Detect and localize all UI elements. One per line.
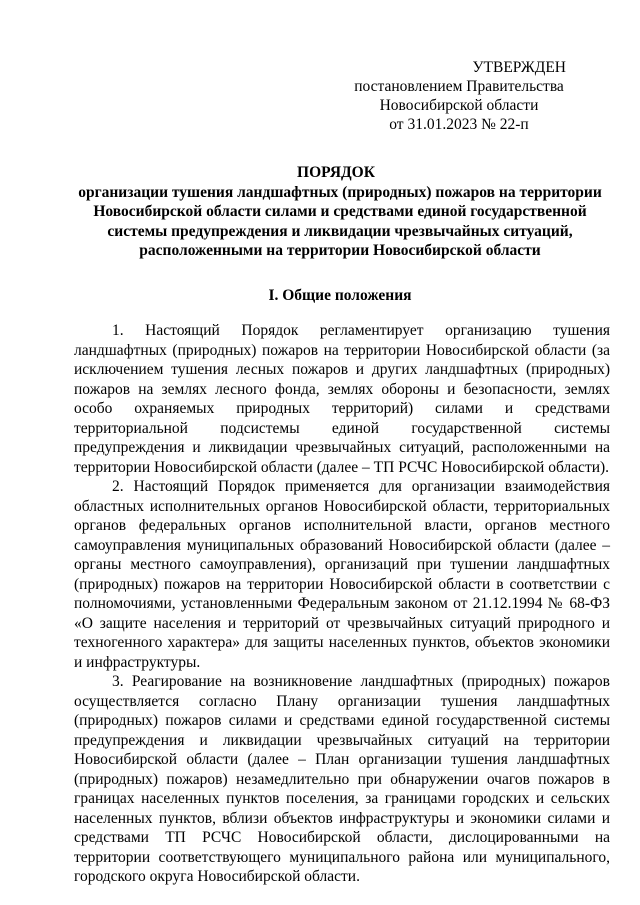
title-main: ПОРЯДОК [297, 164, 375, 181]
section-heading: I. Общие положения [268, 287, 412, 304]
approval-stamp [334, 58, 584, 134]
approval-line-resolution: постановлением Правительства [354, 78, 564, 95]
title-subtitle: организации тушения ландшафтных (природных) пожаров на территории Новосибирской области силами и средствами единой государственной системы предупреждения и ликвидации чрезвычайных ситуаций, расположенными на территории Новосибирской области [78, 183, 602, 259]
approval-line-region: Новосибирской области [379, 97, 539, 114]
document-body [74, 321, 610, 887]
approval-heading: УТВЕРЖДЕН [472, 59, 566, 76]
paragraph-1: 1. Настоящий Порядок регламентирует организацию тушения ландшафтных (природных) пожаров на территории Новосибирской области (за исключением тушения лесных пожаров и других ландшафтных (природных) пожаров на землях лесного фонда, землях обороны и безопасности, землях особо охраняемых природных территорий) силами и средствами территориальной подсистемы единой государственной системы предупреждения и ликвидации чрезвычайных ситуаций, расположенными на территории Новосибирской области (далее – ТП РСЧС Новосибирской области). [74, 322, 610, 476]
paragraph-3: 3. Реагирование на возникновение ландшафтных (природных) пожаров осуществляется согласно Плану организации тушения ландшафтных (природных) пожаров силами и средствами единой государственной системы предупреждения и ликвидации чрезвычайных ситуаций на территории Новосибирской области (далее – План организации тушения ландшафтных (природных) пожаров) незамедлительно при обнаружении очагов пожаров в границах населенных пунктов поселения, за границами городских и сельских населенных пунктов, вблизи объектов инфраструктуры и экономики силами и средствами ТП РСЧС Новосибирской области, дислоцированными на территории соответствующего муниципального района или муниципального, городского округа Новосибирской области. [74, 673, 610, 885]
approval-line-date-number: от 31.01.2023 № 22-п [389, 116, 529, 133]
document-title [70, 163, 610, 261]
paragraph-2: 2. Настоящий Порядок применяется для организации взаимодействия областных исполнительных органов Новосибирской области, территориальных органов федеральных органов исполнительной власти, органов местного самоуправления муниципальных образований Новосибирской области (далее – органы местного самоуправления), организаций при тушении ландшафтных (природных) пожаров на территории Новосибирской области в соответствии с полномочиями, установленными Федеральным законом от 21.12.1994 № 68-ФЗ «О защите населения и территорий от чрезвычайных ситуаций природного и техногенного характера» для защиты населенных пунктов, объектов экономики и инфраструктуры. [74, 478, 610, 671]
